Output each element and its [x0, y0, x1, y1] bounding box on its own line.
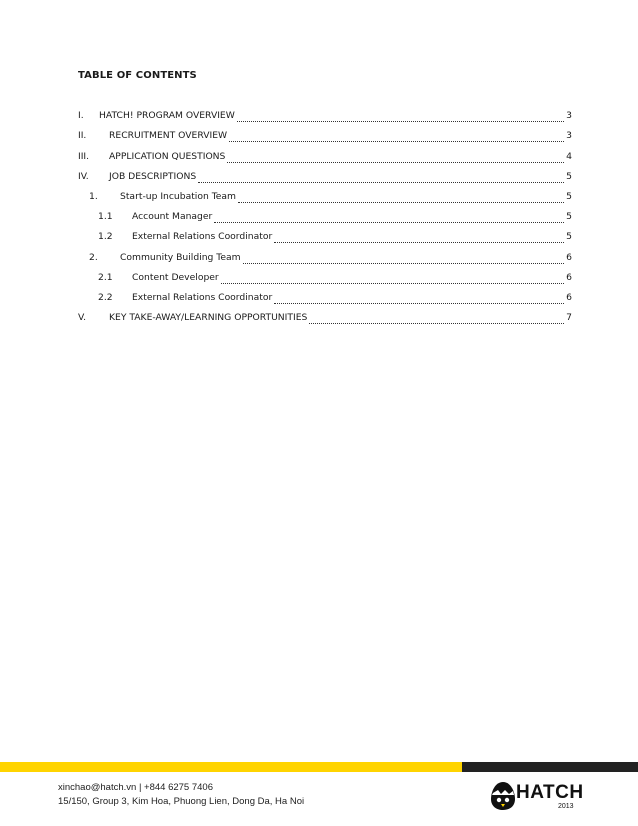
toc-entry-page: 6 [566, 252, 572, 263]
toc-entry-label: JOB DESCRIPTIONS [109, 171, 197, 182]
toc-entry-label: KEY TAKE-AWAY/LEARNING OPPORTUNITIES [109, 312, 308, 323]
logo-year: 2013 [558, 803, 574, 810]
toc-entry-page: 5 [566, 171, 572, 182]
toc-entry-number: V. [78, 312, 87, 323]
toc-entry-label: Community Building Team [120, 252, 241, 263]
toc-entry-page: 3 [566, 130, 572, 141]
footer-contact [58, 781, 304, 809]
footer-contact-line[interactable]: xinchao@hatch.vn | +844 6275 7406 [58, 782, 213, 793]
toc-entry-page: 5 [566, 211, 572, 222]
toc-entry-page: 3 [566, 110, 572, 121]
toc-entry-number: 2.1 [98, 272, 113, 283]
toc-leader-dots [274, 294, 564, 304]
toc-entry-number: II. [78, 130, 87, 141]
toc-entry-number: 2. [89, 252, 98, 263]
toc-entry[interactable] [89, 190, 572, 203]
toc-entry[interactable] [98, 230, 572, 243]
toc-leader-dots [237, 112, 564, 122]
toc-entry-number: 2.2 [98, 292, 113, 303]
toc-entry-number: I. [78, 110, 84, 121]
toc-entry-page: 6 [566, 272, 572, 283]
toc-leader-dots [238, 193, 564, 203]
toc-entry[interactable] [89, 251, 572, 264]
toc-entry-number: 1.2 [98, 231, 113, 242]
toc-entry[interactable] [78, 150, 572, 163]
toc-entry-number: III. [78, 151, 90, 162]
toc-entry[interactable] [98, 271, 572, 284]
toc-entry-label: HATCH! PROGRAM OVERVIEW [99, 110, 235, 121]
toc-entry[interactable] [78, 170, 572, 183]
footer-address-line: 15/150, Group 3, Kim Hoa, Phuong Lien, Dong Da, Ha Noi [58, 796, 305, 807]
toc-entry-page: 5 [566, 191, 572, 202]
toc-title: TABLE OF CONTENTS [78, 70, 197, 81]
toc-entry-label: Account Manager [132, 211, 213, 222]
hatch-logo [490, 778, 590, 814]
toc-entry-label: Start-up Incubation Team [120, 191, 237, 202]
toc-entry[interactable] [78, 311, 572, 324]
toc-entry-page: 4 [566, 151, 572, 162]
toc-entry[interactable] [98, 291, 572, 304]
toc-leader-dots [274, 233, 564, 243]
toc-entry[interactable] [78, 109, 572, 122]
toc-entry-page: 7 [566, 312, 572, 323]
toc-leader-dots [229, 132, 564, 142]
footer-accent-bar [0, 762, 638, 772]
toc-entry-number: IV. [78, 171, 89, 182]
toc-entry-page: 5 [566, 231, 572, 242]
toc-entry-number: 1.1 [98, 211, 113, 222]
toc-entry[interactable] [98, 210, 572, 223]
footer-accent-bar-dark [462, 762, 638, 772]
toc-leader-dots [227, 153, 564, 163]
toc-leader-dots [214, 213, 564, 223]
toc-entry-label: External Relations Coordinator [132, 231, 273, 242]
toc-entry-label: APPLICATION QUESTIONS [109, 151, 226, 162]
toc-leader-dots [198, 173, 564, 183]
toc-leader-dots [243, 254, 565, 264]
toc-entry-label: External Relations Coordinator [132, 292, 273, 303]
toc-entry-label: RECRUITMENT OVERVIEW [109, 130, 228, 141]
toc-leader-dots [309, 314, 564, 324]
toc-entry-page: 6 [566, 292, 572, 303]
toc-entry[interactable] [78, 129, 572, 142]
hatch-egg-icon [490, 781, 516, 811]
logo-wordmark: HATCH [516, 782, 584, 803]
toc-entry-label: Content Developer [132, 272, 219, 283]
toc-entry-number: 1. [89, 191, 98, 202]
toc-leader-dots [221, 274, 564, 284]
